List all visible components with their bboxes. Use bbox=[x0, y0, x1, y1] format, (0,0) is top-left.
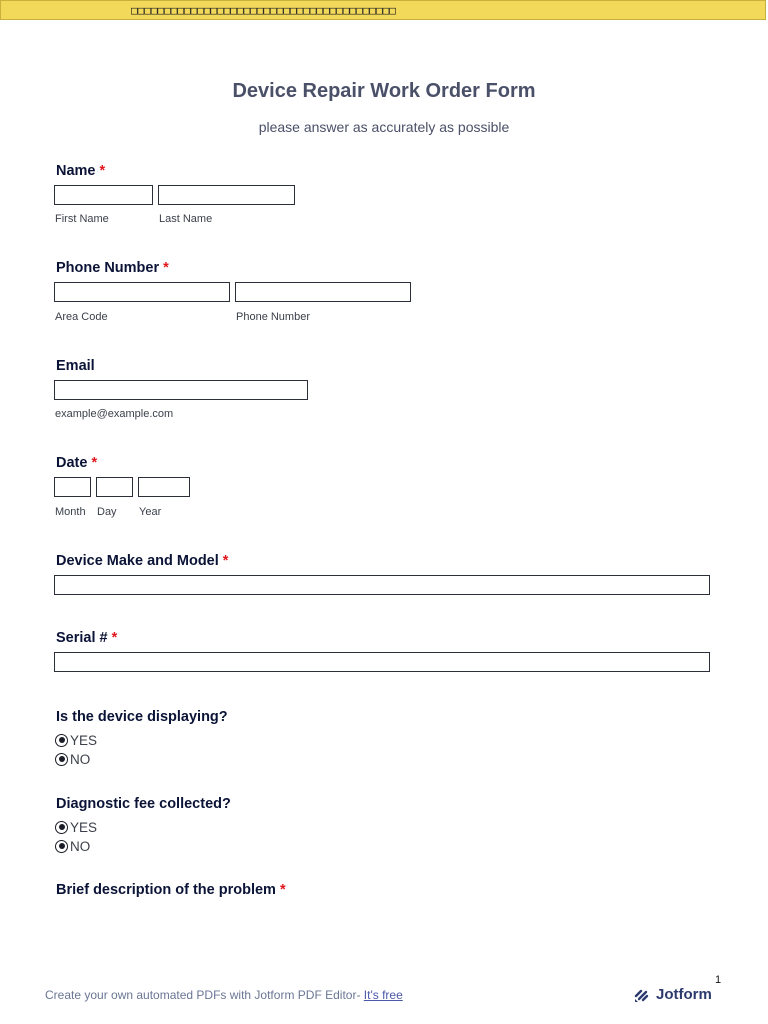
area-code-caption: Area Code bbox=[55, 311, 108, 323]
required-marker: * bbox=[163, 260, 169, 276]
problem-label-text: Brief description of the problem bbox=[56, 882, 276, 898]
date-label bbox=[56, 455, 97, 471]
day-input[interactable] bbox=[96, 477, 133, 497]
year-caption: Year bbox=[139, 506, 162, 518]
displaying-yes-option[interactable] bbox=[55, 731, 97, 749]
jotform-logo-icon bbox=[634, 987, 650, 1003]
radio-icon[interactable] bbox=[55, 821, 68, 834]
required-marker: * bbox=[91, 455, 98, 471]
required-marker: * bbox=[111, 630, 118, 646]
its-free-link[interactable]: It's free bbox=[363, 988, 403, 1002]
email-caption: example@example.com bbox=[55, 408, 174, 420]
device-label bbox=[56, 553, 228, 569]
day-caption: Day bbox=[97, 506, 117, 518]
diagnostic-no-option[interactable] bbox=[55, 837, 90, 855]
year-input[interactable] bbox=[138, 477, 190, 497]
page-number: 1 bbox=[715, 974, 722, 986]
displaying-no-label: NO bbox=[70, 751, 91, 767]
first-name-input[interactable] bbox=[54, 185, 153, 205]
radio-icon[interactable] bbox=[55, 840, 68, 853]
phone-label-text: Phone Number bbox=[56, 260, 160, 276]
serial-label bbox=[56, 630, 117, 646]
serial-label-text: Serial # bbox=[56, 630, 108, 646]
footer-promo bbox=[45, 988, 403, 1002]
radio-icon[interactable] bbox=[55, 753, 68, 766]
form-subtitle: please answer as accurately as possible bbox=[258, 119, 510, 135]
displaying-label: Is the device displaying? bbox=[56, 709, 228, 725]
phone-label bbox=[56, 260, 169, 276]
top-banner: □□□□□□□□□□□□□□□□□□□□□□□□□□□□□□□□□□□□□□□□ bbox=[0, 0, 766, 20]
name-label-text: Name bbox=[56, 163, 96, 179]
radio-icon[interactable] bbox=[55, 734, 68, 747]
email-input[interactable] bbox=[54, 380, 308, 400]
diagnostic-no-label: NO bbox=[70, 838, 91, 854]
required-marker: * bbox=[99, 163, 106, 179]
footer-text: Create your own automated PDFs with Jotform PDF Editor- bbox=[45, 988, 364, 1002]
area-code-input[interactable] bbox=[54, 282, 230, 302]
last-name-caption: Last Name bbox=[159, 213, 213, 225]
email-label: Email bbox=[56, 358, 95, 374]
month-input[interactable] bbox=[54, 477, 91, 497]
form-title: Device Repair Work Order Form bbox=[232, 80, 536, 102]
phone-number-caption: Phone Number bbox=[236, 311, 310, 323]
first-name-caption: First Name bbox=[55, 213, 109, 225]
jotform-brand[interactable] bbox=[634, 986, 712, 1003]
serial-input[interactable] bbox=[54, 652, 710, 672]
last-name-input[interactable] bbox=[158, 185, 295, 205]
displaying-yes-label: YES bbox=[70, 732, 98, 748]
displaying-no-option[interactable] bbox=[55, 750, 90, 768]
phone-number-input[interactable] bbox=[235, 282, 411, 302]
device-model-input[interactable] bbox=[54, 575, 710, 595]
required-marker: * bbox=[279, 882, 286, 898]
diagnostic-yes-option[interactable] bbox=[55, 818, 97, 836]
date-label-text: Date bbox=[56, 455, 88, 471]
diagnostic-label: Diagnostic fee collected? bbox=[56, 796, 231, 812]
problem-label bbox=[56, 882, 286, 898]
diagnostic-yes-label: YES bbox=[70, 819, 98, 835]
month-caption: Month bbox=[55, 506, 86, 518]
brand-name: Jotform bbox=[656, 986, 712, 1003]
required-marker: * bbox=[222, 553, 229, 569]
device-label-text: Device Make and Model bbox=[56, 553, 219, 569]
name-label bbox=[56, 163, 105, 179]
